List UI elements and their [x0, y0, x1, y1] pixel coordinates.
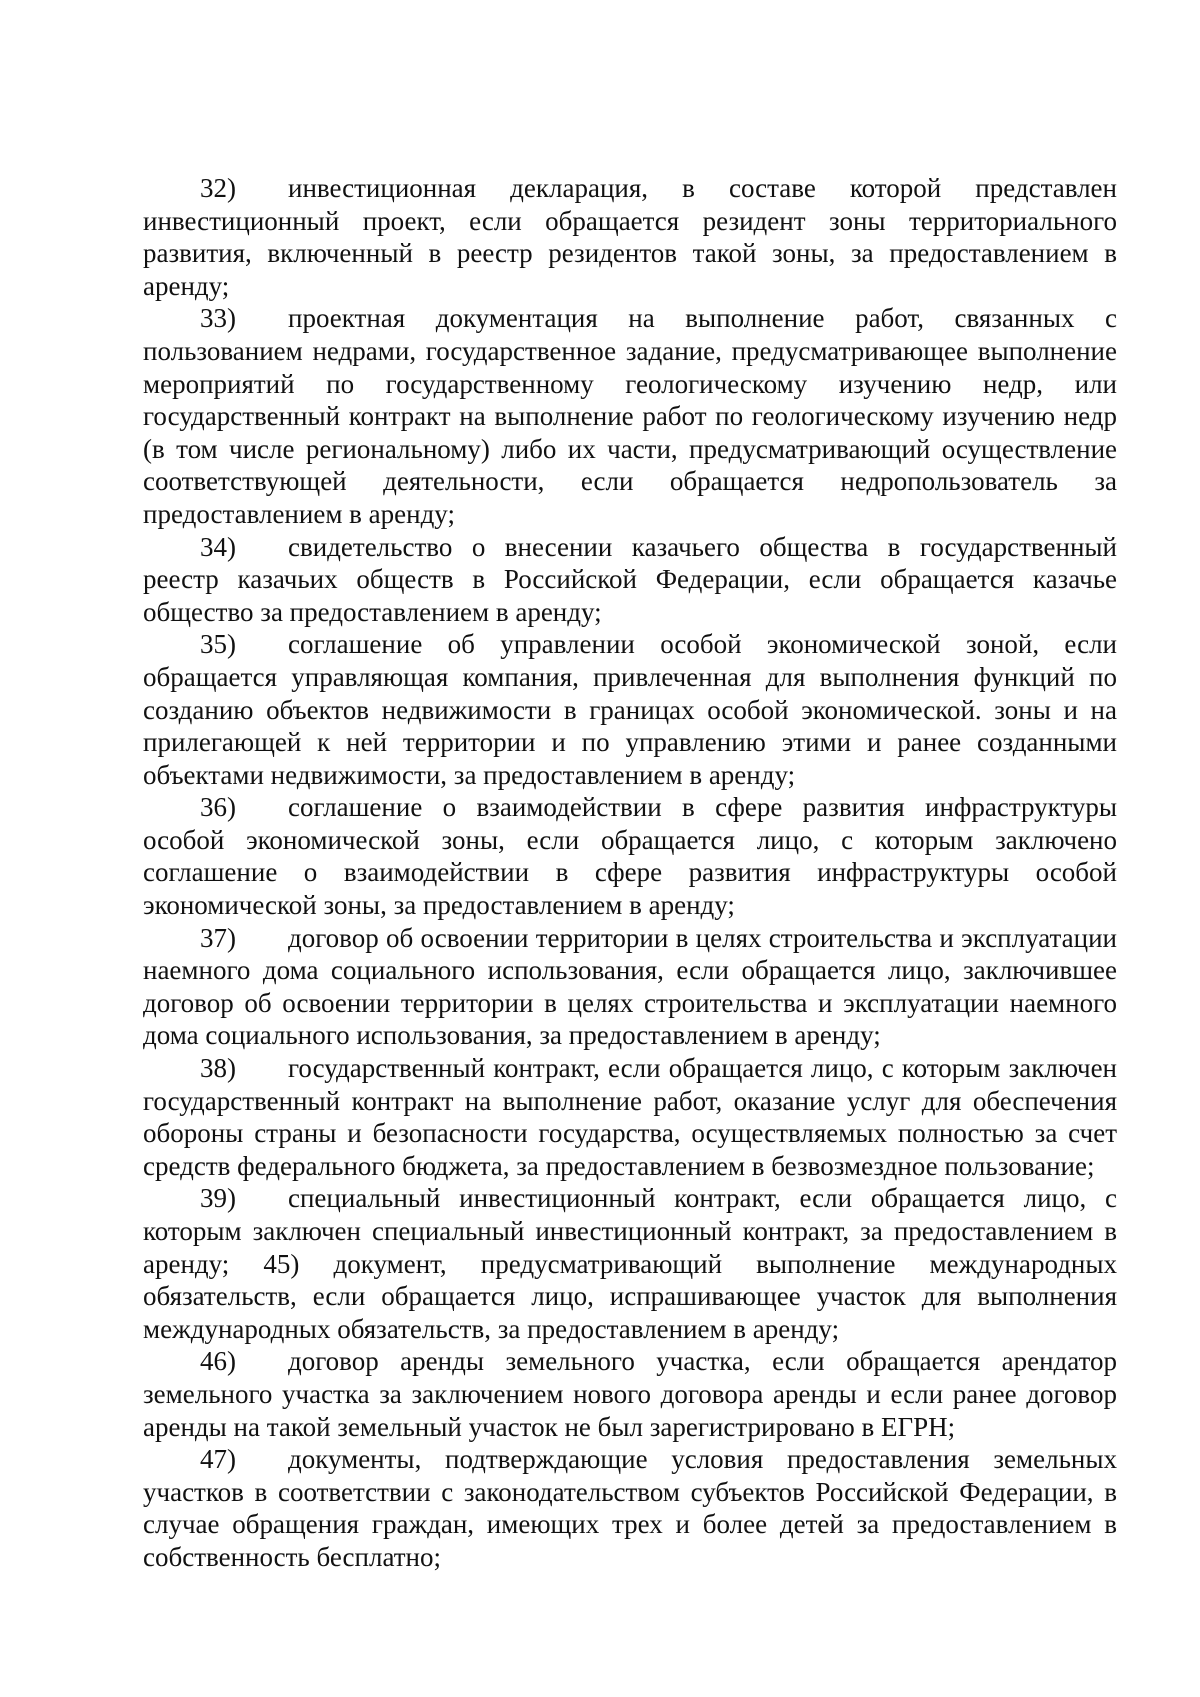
item-number: 37) — [200, 922, 236, 953]
item-number: 35) — [200, 629, 236, 660]
list-item-37 — [143, 922, 1117, 1052]
item-text: соглашение о взаимодействии в сфере развития инфраструктуры особой экономической зоны, если обращается лицо, с которым заключено соглашение о взаимодействии в сфере развития инфраструктуры особой экономической зоны, за предоставлением в аренду; — [143, 792, 1117, 921]
item-text: свидетельство о внесении казачьего общества в государственный реестр казачьих обществ в Российской Федерации, если обращается казачье общество за предоставлением в аренду; — [143, 531, 1117, 627]
list-item-47 — [143, 1443, 1117, 1573]
item-number: 39) — [200, 1183, 236, 1214]
item-number: 32) — [200, 173, 236, 203]
item-number: 34) — [200, 531, 236, 562]
list-item-39 — [143, 1182, 1117, 1345]
document-page — [143, 172, 1117, 1574]
list-item-33 — [143, 302, 1117, 530]
item-text: инвестиционная декларация, в составе которой представлен инвестиционный проект, если обращается резидент зоны территориального развития, включенный в реестр резидентов такой зоны, за предоставлением в аренду; — [143, 173, 1117, 301]
list-item-35 — [143, 628, 1117, 791]
list-item-34 — [143, 531, 1117, 629]
item-number: 46) — [200, 1346, 236, 1377]
list-item-36 — [143, 791, 1117, 921]
list-item-46 — [143, 1345, 1117, 1443]
item-number: 33) — [200, 303, 236, 334]
item-text: документы, подтверждающие условия предоставления земельных участков в соответствии с законодательством субъектов Российской Федерации, в случае обращения граждан, имеющих трех и более детей за предоставлением в собственность бесплатно; — [143, 1444, 1117, 1572]
list-item-38 — [143, 1052, 1117, 1182]
item-text: проектная документация на выполнение работ, связанных с пользованием недрами, государственное задание, предусматривающее выполнение мероприятий по государственному геологическому изучению недр, или государственный контракт на выполнение работ по геологическому изучению недр (в том числе региональному) либо их части, предусматривающий осуществление соответствующей деятельности, если обращается недропользователь за предоставлением в аренду; — [143, 303, 1117, 529]
item-number: 47) — [200, 1444, 236, 1475]
item-text: государственный контракт, если обращается лицо, с которым заключен государственный контракт на выполнение работ, оказание услуг для обеспечения обороны страны и безопасности государства, осуществляемых полностью за счет средств федерального бюджета, за предоставлением в безвозмездное пользование; — [143, 1053, 1117, 1181]
item-number: 38) — [200, 1053, 236, 1084]
item-text: специальный инвестиционный контракт, если обращается лицо, с которым заключен специальный инвестиционный контракт, за предоставлением в аренду; 45) документ, предусматривающий выполнение международных обязательств, если обращается лицо, испрашивающее участок для выполнения международных обязательств, за предоставлением в аренду; — [143, 1183, 1117, 1344]
item-text: соглашение об управлении особой экономической зоной, если обращается управляющая компания, привлеченная для выполнения функций по созданию объектов недвижимости в границах особой экономической. зоны и на прилегающей к ней территории и по управлению этими и ранее созданными объектами недвижимости, за предоставлением в аренду; — [143, 629, 1117, 790]
item-text: договор аренды земельного участка, если обращается арендатор земельного участка за заключением нового договора аренды и если ранее договор аренды на такой земельный участок не был зарегистрировано в ЕГРН; — [143, 1346, 1117, 1442]
list-item-32 — [143, 172, 1117, 302]
item-text: договор об освоении территории в целях строительства и эксплуатации наемного дома социального использования, если обращается лицо, заключившее договор об освоении территории в целях строительства и эксплуатации наемного дома социального использования, за предоставлением в аренду; — [143, 922, 1117, 1051]
item-number: 36) — [200, 792, 236, 823]
